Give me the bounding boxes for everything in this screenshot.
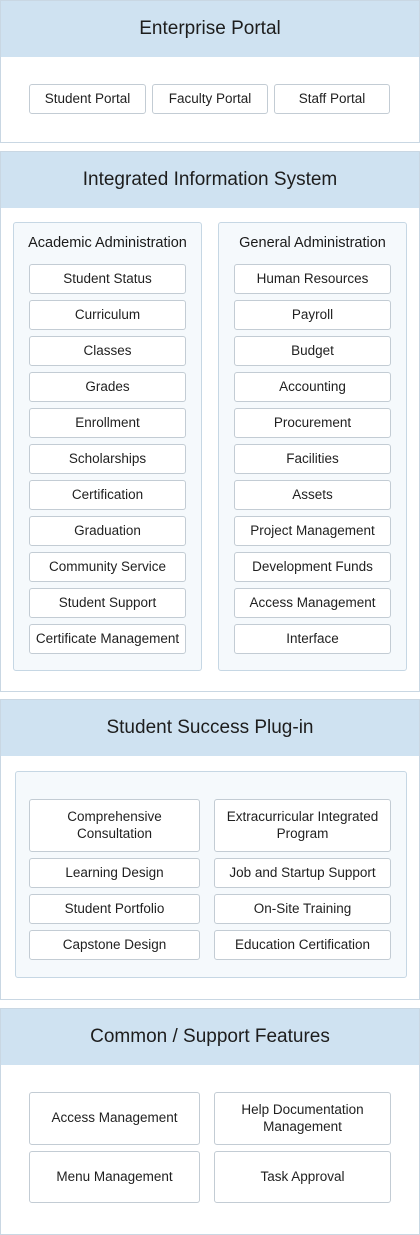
procurement-button[interactable]: Procurement <box>234 408 391 438</box>
job-startup-support-button[interactable]: Job and Startup Support <box>214 858 391 888</box>
help-documentation-button[interactable]: Help Documentation Management <box>214 1092 391 1145</box>
certification-button[interactable]: Certification <box>29 480 186 510</box>
interface-button[interactable]: Interface <box>234 624 391 654</box>
education-certification-button[interactable]: Education Certification <box>214 930 391 960</box>
general-administration-title: General Administration <box>239 235 386 251</box>
assets-button[interactable]: Assets <box>234 480 391 510</box>
student-success-title: Student Success Plug-in <box>1 700 419 756</box>
development-funds-button[interactable]: Development Funds <box>234 552 391 582</box>
access-management-common-button[interactable]: Access Management <box>29 1092 200 1145</box>
student-support-button[interactable]: Student Support <box>29 588 186 618</box>
common-support-section <box>0 1008 420 1235</box>
student-portfolio-button[interactable]: Student Portfolio <box>29 894 200 924</box>
extracurricular-program-button[interactable]: Extracurricular Integrated Program <box>214 799 391 852</box>
curriculum-button[interactable]: Curriculum <box>29 300 186 330</box>
general-administration-panel <box>218 222 407 671</box>
enterprise-portal-section <box>0 0 420 143</box>
menu-management-button[interactable]: Menu Management <box>29 1151 200 1203</box>
on-site-training-button[interactable]: On-Site Training <box>214 894 391 924</box>
certificate-management-button[interactable]: Certificate Management <box>29 624 186 654</box>
staff-portal-button[interactable]: Staff Portal <box>274 84 390 114</box>
learning-design-button[interactable]: Learning Design <box>29 858 200 888</box>
integrated-system-title: Integrated Information System <box>1 152 419 208</box>
student-portal-button[interactable]: Student Portal <box>29 84 146 114</box>
student-status-button[interactable]: Student Status <box>29 264 186 294</box>
community-service-button[interactable]: Community Service <box>29 552 186 582</box>
payroll-button[interactable]: Payroll <box>234 300 391 330</box>
comprehensive-consultation-button[interactable]: Comprehensive Consultation <box>29 799 200 852</box>
classes-button[interactable]: Classes <box>29 336 186 366</box>
academic-administration-panel <box>13 222 202 671</box>
enterprise-portal-title: Enterprise Portal <box>1 1 419 57</box>
student-success-panel <box>15 771 407 978</box>
human-resources-button[interactable]: Human Resources <box>234 264 391 294</box>
faculty-portal-button[interactable]: Faculty Portal <box>152 84 268 114</box>
budget-button[interactable]: Budget <box>234 336 391 366</box>
project-management-button[interactable]: Project Management <box>234 516 391 546</box>
scholarships-button[interactable]: Scholarships <box>29 444 186 474</box>
access-management-button[interactable]: Access Management <box>234 588 391 618</box>
student-success-section <box>0 699 420 1000</box>
capstone-design-button[interactable]: Capstone Design <box>29 930 200 960</box>
common-support-title: Common / Support Features <box>1 1009 419 1065</box>
grades-button[interactable]: Grades <box>29 372 186 402</box>
task-approval-button[interactable]: Task Approval <box>214 1151 391 1203</box>
enrollment-button[interactable]: Enrollment <box>29 408 186 438</box>
academic-administration-title: Academic Administration <box>28 235 187 251</box>
facilities-button[interactable]: Facilities <box>234 444 391 474</box>
accounting-button[interactable]: Accounting <box>234 372 391 402</box>
graduation-button[interactable]: Graduation <box>29 516 186 546</box>
integrated-system-section <box>0 151 420 692</box>
